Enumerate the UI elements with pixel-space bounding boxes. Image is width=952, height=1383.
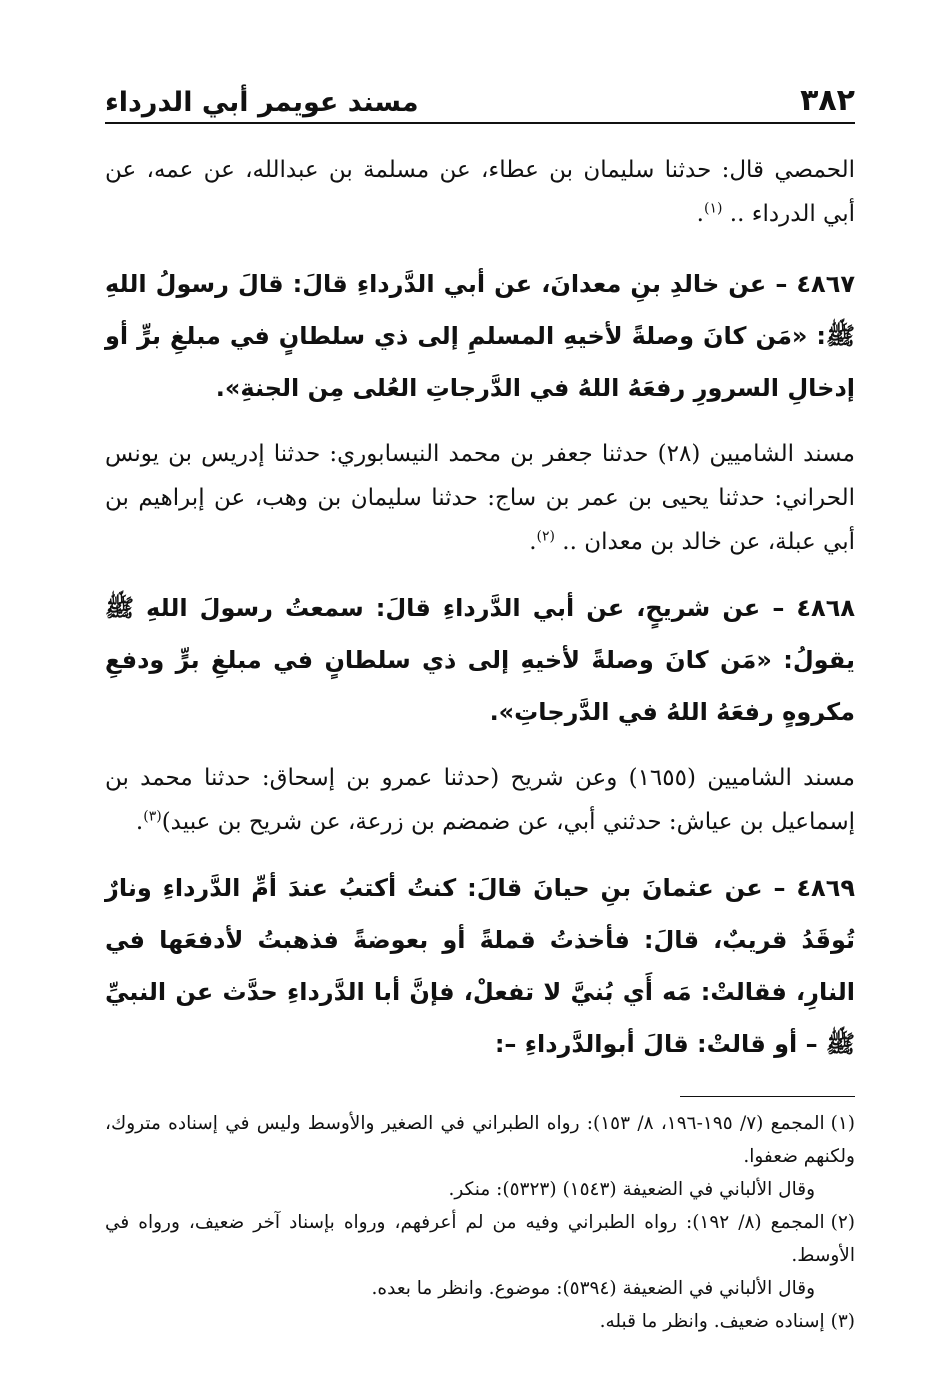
page-number: ٣٨٢ [800,83,855,118]
paragraph-text: الحمصي قال: حدثنا سليمان بن عطاء، عن مسلمة بن عبدالله، عن عمه، عن أبي الدرداء .. [105,157,855,227]
footnote-divider [680,1096,855,1097]
hadith-4868: ٤٨٦٨ – عن شريحٍ، عن أبي الدَّرداءِ قالَ: سمعتُ رسولَ اللهِ ﷺ يقولُ: «مَن كانَ وصلةً لأخيهِ إلى ذي سلطانٍ في مبلغِ برٍّ ودفعِ مكروهٍ رفعَهُ اللهُ في الدَّرجاتِ». [105,594,855,726]
running-header [105,78,855,124]
book-page [105,78,855,1338]
isnad-paragraph: الحمصي قال: حدثنا سليمان بن عطاء، عن مسلمة بن عبدالله، عن عمه، عن أبي الدرداء .. $^{(١)}$. [105,157,855,227]
footnote-2 [105,1206,855,1272]
footnote-text: المجمع (٨/ ١٩٢): رواه الطبراني وفيه من لم أعرفهم، ورواه بإسناد آخر ضعيف، ورواه في الأوسط. [105,1212,855,1266]
footnote-1 [105,1107,855,1173]
footnote-3 [105,1305,855,1338]
paragraph-text: مسند الشاميين (٢٨) حدثنا جعفر بن محمد النيسابوري: حدثنا إدريس بن يونس الحراني: حدثنا يحيى بن عمر بن ساج: حدثنا سليمان بن وهب، عن إبراهيم بن أبي عبلة، عن خالد بن معدان .. [105,441,855,555]
footnotes [105,1107,855,1338]
hadith-4867: ٤٨٦٧ – عن خالدِ بنِ معدانَ، عن أبي الدَّرداءِ قالَ: قالَ رسولُ اللهِ ﷺ: «مَن كانَ وصلةً لأخيهِ المسلمِ إلى ذي سلطانٍ في مبلغِ برٍّ أو إدخالِ السرورِ رفعَهُ اللهُ في الدَّرجاتِ العُلى مِن الجنةِ». [105,270,855,402]
footnote-number: (٢) [830,1212,855,1233]
isnad-paragraph: مسند الشاميين (١٦٥٥) وعن شريح (حدثنا عمرو بن إسحاق: حدثنا محمد بن إسماعيل بن عياش: حدثني أبي، عن ضمضم بن زرعة، عن شريح بن عبيد)$^{(٣)}$. [105,765,855,835]
paragraph-text: مسند الشاميين (١٦٥٥) وعن شريح (حدثنا عمرو بن إسحاق: حدثنا محمد بن إسماعيل بن عياش: حدثني أبي، عن ضمضم بن زرعة، عن شريح بن عبيد) [105,765,855,835]
isnad-paragraph: مسند الشاميين (٢٨) حدثنا جعفر بن محمد النيسابوري: حدثنا إدريس بن يونس الحراني: حدثنا يحيى بن عمر بن ساج: حدثنا سليمان بن وهب، عن إبراهيم بن أبي عبلة، عن خالد بن معدان .. $^{(٢)}$. [105,441,855,555]
footnote-ref: (١) [703,200,723,217]
hadith-4869: ٤٨٦٩ – عن عثمانَ بنِ حيانَ قالَ: كنتُ أكتبُ عندَ أمِّ الدَّرداءِ ونارٌ تُوقَدُ قريبٌ، قالَ: فأخذتُ قملةً أو بعوضةً فذهبتُ لأدفعَها في النارِ، فقالتْ: مَه أَي بُنيَّ لا تفعلْ، فإنَّ أبا الدَّرداءِ حدَّث عن النبيِّ ﷺ – أو قالتْ: قالَ أبوالدَّرداءِ –: [105,874,855,1058]
footnote-ref: (٢) [536,528,555,545]
footnote-2-extra: وقال الألباني في الضعيفة (٥٣٩٤): موضوع. وانظر ما بعده. [371,1278,815,1299]
footnote-number: (٣) [830,1311,855,1332]
footnote-text: المجمع (٧/ ١٩٥-١٩٦، ٨/ ١٥٣): رواه الطبراني في الصغير والأوسط وليس في إسناده متروك، ولكنهم ضعفوا. [105,1113,855,1167]
footnote-1-extra: وقال الألباني في الضعيفة (١٥٤٣) (٥٣٢٣): منكر. [448,1179,815,1200]
footnote-text: إسناده ضعيف. وانظر ما قبله. [599,1311,825,1332]
footnote-ref: (٣) [143,808,162,825]
footnote-number: (١) [830,1113,855,1134]
header-title: مسند عويمر أبي الدرداء [105,87,419,118]
